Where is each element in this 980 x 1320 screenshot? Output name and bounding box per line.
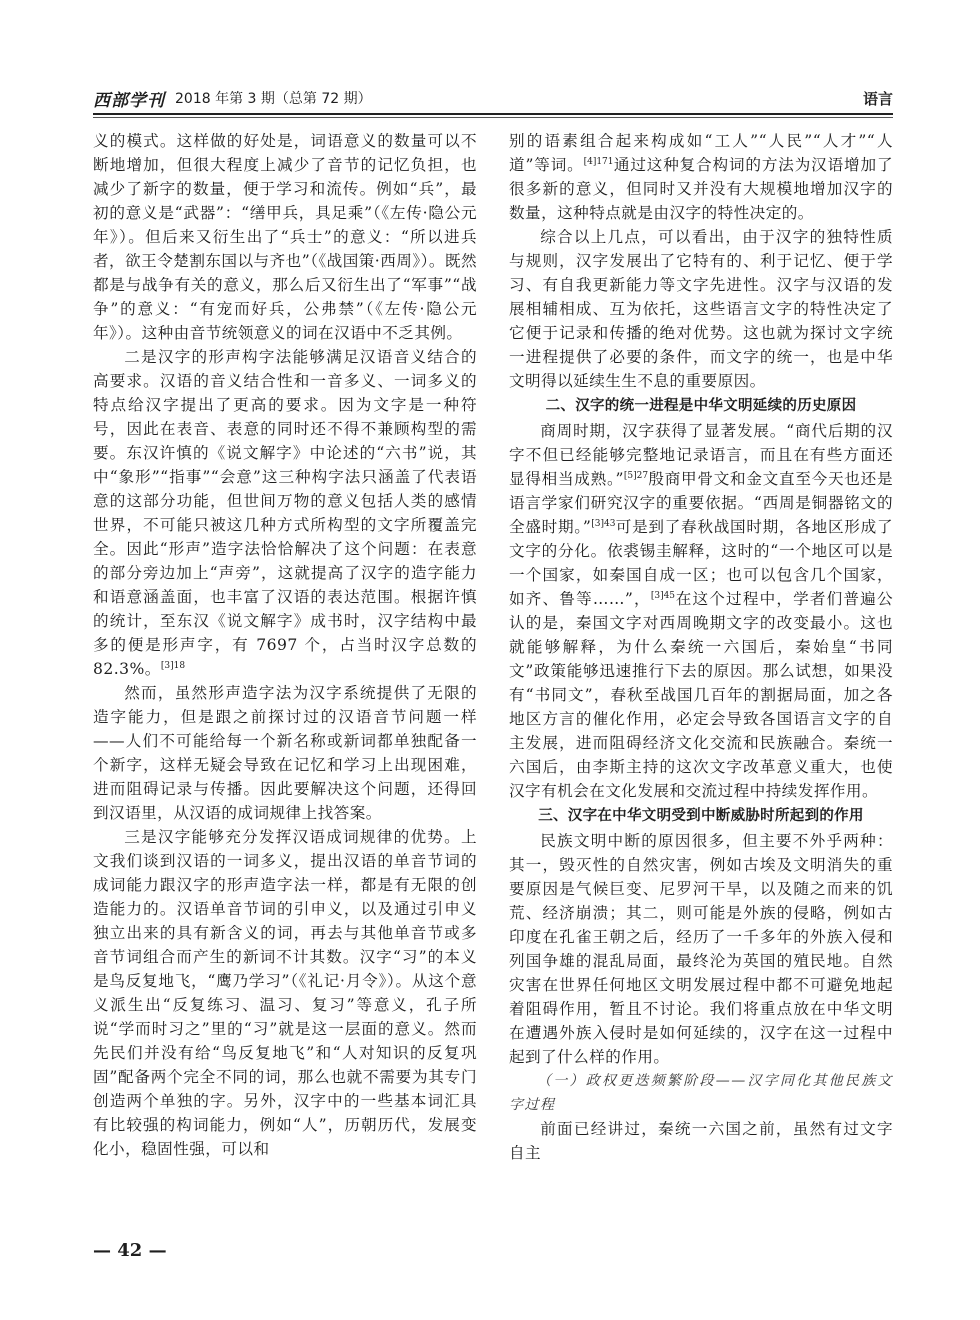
paragraph-text: 别的语素组合起来构成如“工人”“人民”“人才”“人道”等词。 (509, 132, 893, 174)
paragraph (93, 825, 477, 1161)
paragraph-text: 殷商甲骨文和金文直至今天也还是语言学家们研究汉字的重要依据。“西周是铜器铭文的全盛时期。” (509, 470, 893, 536)
section-label: 语言 (862, 90, 893, 108)
citation: [5]27 (623, 470, 649, 481)
paragraph-text: 综合以上几点，可以看出，由于汉字的独特性质与规则，汉字发展出了它特有的、利于记忆、便于学习、有自我更新能力等文字先进性。汉字与汉语的发展相辅相成、互为依托，这些语言文字的特性决定了它便于记录和传播的绝对优势。这也就为探讨文字统一进程提供了必要的条件，而文字的统一，也是中华文明得以延续生生不息的重要原因。 (509, 228, 893, 390)
paragraph-text: 商周时期，汉字获得了显著发展。“商代后期的汉字不但已经能够完整地记录语言，而且在有些方面还显得相当成熟。” (509, 422, 893, 488)
paragraph-text: 通过这种复合构词的方法为汉语增加了很多新的意义，但同时又并没有大规模地增加汉字的数量，这种特点就是由汉字的特性决定的。 (509, 156, 893, 222)
page-number: — 42 — (93, 1240, 167, 1261)
journal-logo: 西部学刊 (93, 91, 165, 111)
citation: [3]43 (591, 518, 616, 529)
right-column (509, 129, 893, 1165)
paragraph-text: 可是到了春秋战国时期，各地区形成了文字的分化。依裘锡圭解释，这时的“一个地区可以是一个国家，如秦国自成一区；也可以包含几个国家，如齐、鲁等……”， (509, 518, 894, 608)
paragraph-text: 前面已经讲过，秦统一六国之前，虽然有过文字自主 (509, 1120, 893, 1162)
paragraph (93, 345, 477, 681)
running-header (93, 86, 893, 110)
section-heading: 三、汉字在中华文明受到中断威胁时所起到的作用 (538, 808, 864, 824)
paragraph (509, 419, 893, 803)
header-rule (93, 113, 893, 115)
citation: [3]18 (160, 660, 186, 671)
paragraph-text: 二是汉字的形声构字法能够满足汉语音义结合的高要求。汉语的音义结合性和一音多义、一词多义的特点给汉字提出了更高的要求。因为文字是一种符号，因此在表音、表意的同时还不得不兼顾构型的需要。东汉许慎的《说文解字》中论述的“六书”说，其中“象形”“指事”“会意”这三种构字法只涵盖了代表语意的这部分功能，但世间万物的意义包括人类的感情世界，不可能只被这几种方式所构型的文字所覆盖完全。因此“形声”造字法恰恰解决了这个问题：在表意的部分旁边加上“声旁”，这就提高了汉字的造字能力和语意涵盖面，也丰富了汉语的表达范围。根据许慎的统计，至东汉《说文解字》成书时，汉字结构中最多的便是形声字，有 7697 个，占当时汉字总数的 82.3%。 (93, 348, 477, 678)
paragraph (93, 681, 477, 825)
paragraph-text: 三是汉字能够充分发挥汉语成词规律的优势。上文我们谈到汉语的一词多义，提出汉语的单音节词的成词能力跟汉字的形声造字法一样，都是有无限的创造能力的。汉语单音节词的引申义，以及通过引申义独立出来的具有新含义的词，再去与其他单音节或多音节词组合而产生的新词不计其数。汉字“习”的本义是鸟反复地飞，“鹰乃学习”（《礼记·月令》）。从这个意义派生出“反复练习、温习、复习”等意义，孔子所说“学而时习之”里的“习”就是这一层面的意义。然而先民们并没有给“鸟反复地飞”和“人对知识的反复巩固”配备两个完全不同的词，那么也就不需要为其专门创造两个单独的字。另外，汉字中的一些基本词汇具有比较强的构词能力，例如“人”，历朝历代，发展变化小，稳固性强，可以和 (93, 828, 477, 1158)
paragraph-text: 在这个过程中，学者们普遍公认的是，秦国文字对西周晚期文字的改变最小。这也就能够解释，为什么秦统一六国后，秦始皇“书同文”政策能够迅速推行下去的原因。那么试想，如果没有“书同文”，春秋至战国几百年的割据局面，加之各地区方言的催化作用，必定会导致各国语言文字的自主发展，进而阻碍经济文化交流和民族融合。秦统一六国后，由李斯主持的这次文字改革意义重大，也使汉字有机会在文化发展和交流过程中持续发挥作用。 (509, 590, 893, 800)
paragraph (509, 129, 893, 225)
paragraph-text: 义的模式。这样做的好处是，词语意义的数量可以不断地增加，但很大程度上减少了音节的记忆负担，也减少了新字的数量，便于学习和流传。例如“兵”，最初的意义是“武器”：“缮甲兵，具足乘”（《左传·隐公元年》）。但后来又衍生出了“兵士”的意义：“所以进兵者，欲王令楚割东国以与齐也”（《战国策·西周》）。既然都是与战争有关的意义，那么后又衍生出了“军事”“战争”的意义：“有宠而好兵，公弗禁”（《左传·隐公元年》）。这种由音节统领意义的词在汉语中不乏其例。 (93, 132, 477, 342)
citation: [4]171 (583, 156, 614, 167)
section-heading: 二、汉字的统一进程是中华文明延续的历史原因 (545, 398, 857, 414)
paragraph-text: 然而，虽然形声造字法为汉字系统提供了无限的造字能力，但是跟之前探讨过的汉语音节问题一样——人们不可能给每一个新名称或新词都单独配备一个新字，这样无疑会导致在记忆和学习上出现困难，进而阻碍记录与传播。因此要解决这个问题，还得回到汉语里，从汉语的成词规律上找答案。 (93, 684, 477, 822)
paragraph (509, 829, 893, 1069)
paragraph (509, 1117, 893, 1165)
paragraph-text: 民族文明中断的原因很多，但主要不外乎两种：其一，毁灭性的自然灾害，例如古埃及文明消失的重要原因是气候巨变、尼罗河干旱，以及随之而来的饥荒、经济崩溃；其二，则可能是外族的侵略，例如古印度在孔雀王朝之后，经历了一千多年的外族入侵和列国争雄的混乱局面，最终沦为英国的殖民地。自然灾害在世界任何地区文明发展过程中都不可避免地起着阻碍作用，暂且不讨论。我们将重点放在中华文明在遭遇外族入侵时是如何延续的，汉字在这一过程中起到了什么样的作用。 (509, 832, 893, 1066)
header-rule-thin (93, 117, 893, 118)
left-column (93, 129, 477, 1161)
paragraph (93, 129, 477, 345)
issue-info: 2018 年第 3 期（总第 72 期） (175, 91, 372, 107)
citation: [3]45 (650, 590, 676, 601)
subsection-heading: （一）政权更迭频繁阶段——汉字同化其他民族文字过程 (509, 1073, 893, 1113)
paragraph (509, 225, 893, 393)
